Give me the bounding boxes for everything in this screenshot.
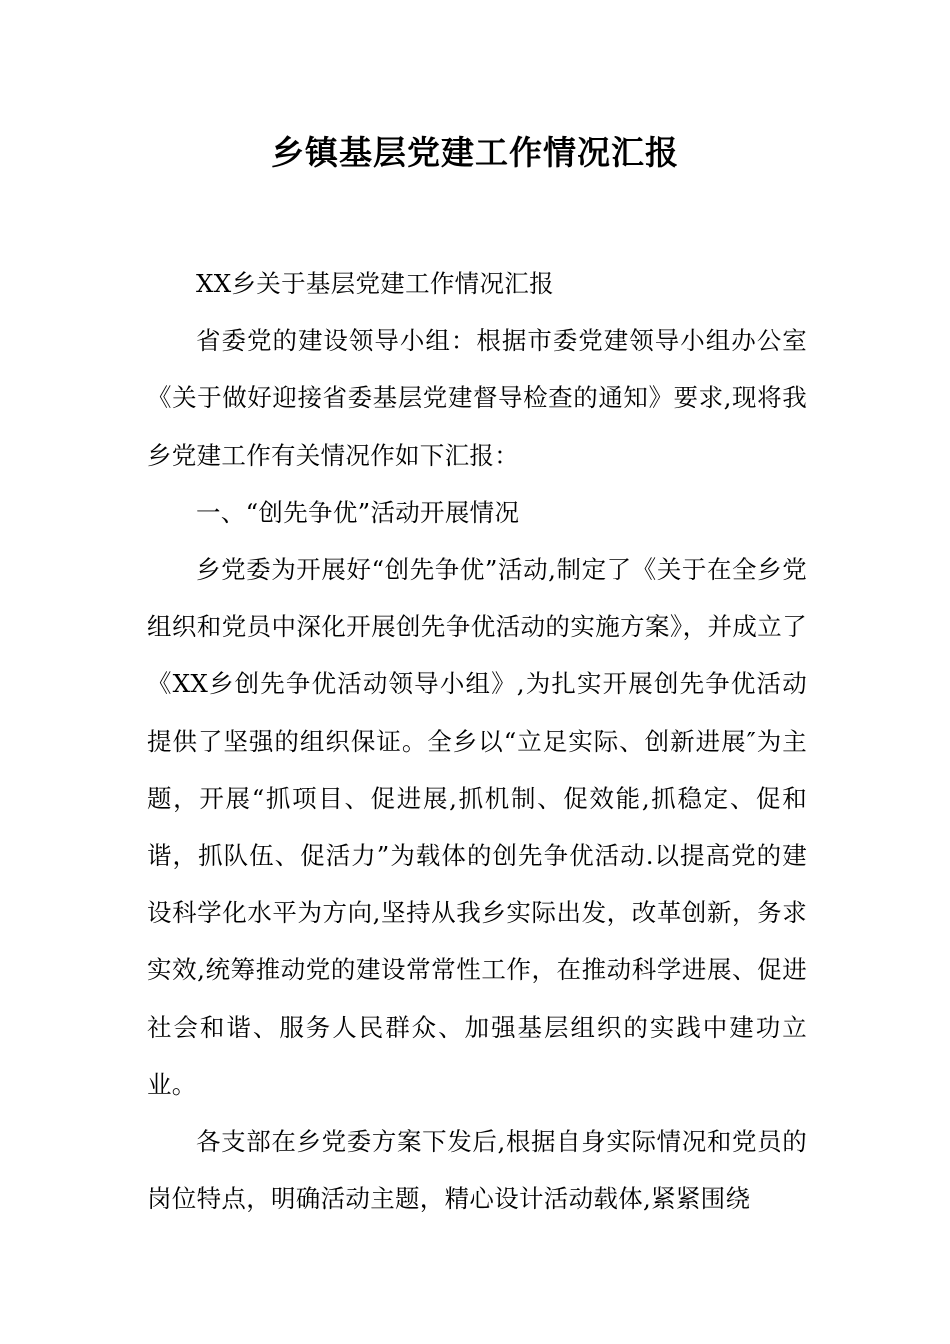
section-heading: 一、“创先争优”活动开展情况 — [196, 497, 520, 527]
document-title: 乡镇基层党建工作情况汇报 — [271, 133, 679, 172]
report-subtitle-paragraph: XX乡关于基层党建工作情况汇报 — [196, 269, 554, 298]
salutation-paragraph: 省委党的建设领导小组：根据市委党建领导小组办公室《关于做好迎接省委基层党建督导检查的通知》要求,现将我乡党建工作有关情况作如下汇报： — [147, 326, 807, 470]
body-paragraph: 各支部在乡党委方案下发后,根据自身实际情况和党员的岗位特点，明确活动主题，精心设计活动载体,紧紧围绕 — [147, 1127, 807, 1214]
document-body — [147, 255, 807, 1227]
body-paragraph: 乡党委为开展好“创先争优”活动,制定了《关于在全乡党组织和党员中深化开展创先争优活动的实施方案》，并成立了《XX乡创先争优活动领导小组》,为扎实开展创先争优活动提供了坚强的组织保证。全乡以“立足实际、创新进展″为主题，开展“抓项目、促进展,抓机制、促效能,抓稳定、促和谐，抓队伍、促活力”为载体的创先争优活动.以提高党的建设科学化水平为方向,坚持从我乡实际出发，改革创新，务求实效,统筹推动党的建设常常性工作，在推动科学进展、促进社会和谐、服务人民群众、加强基层组织的实践中建功立业。 — [147, 555, 807, 1099]
